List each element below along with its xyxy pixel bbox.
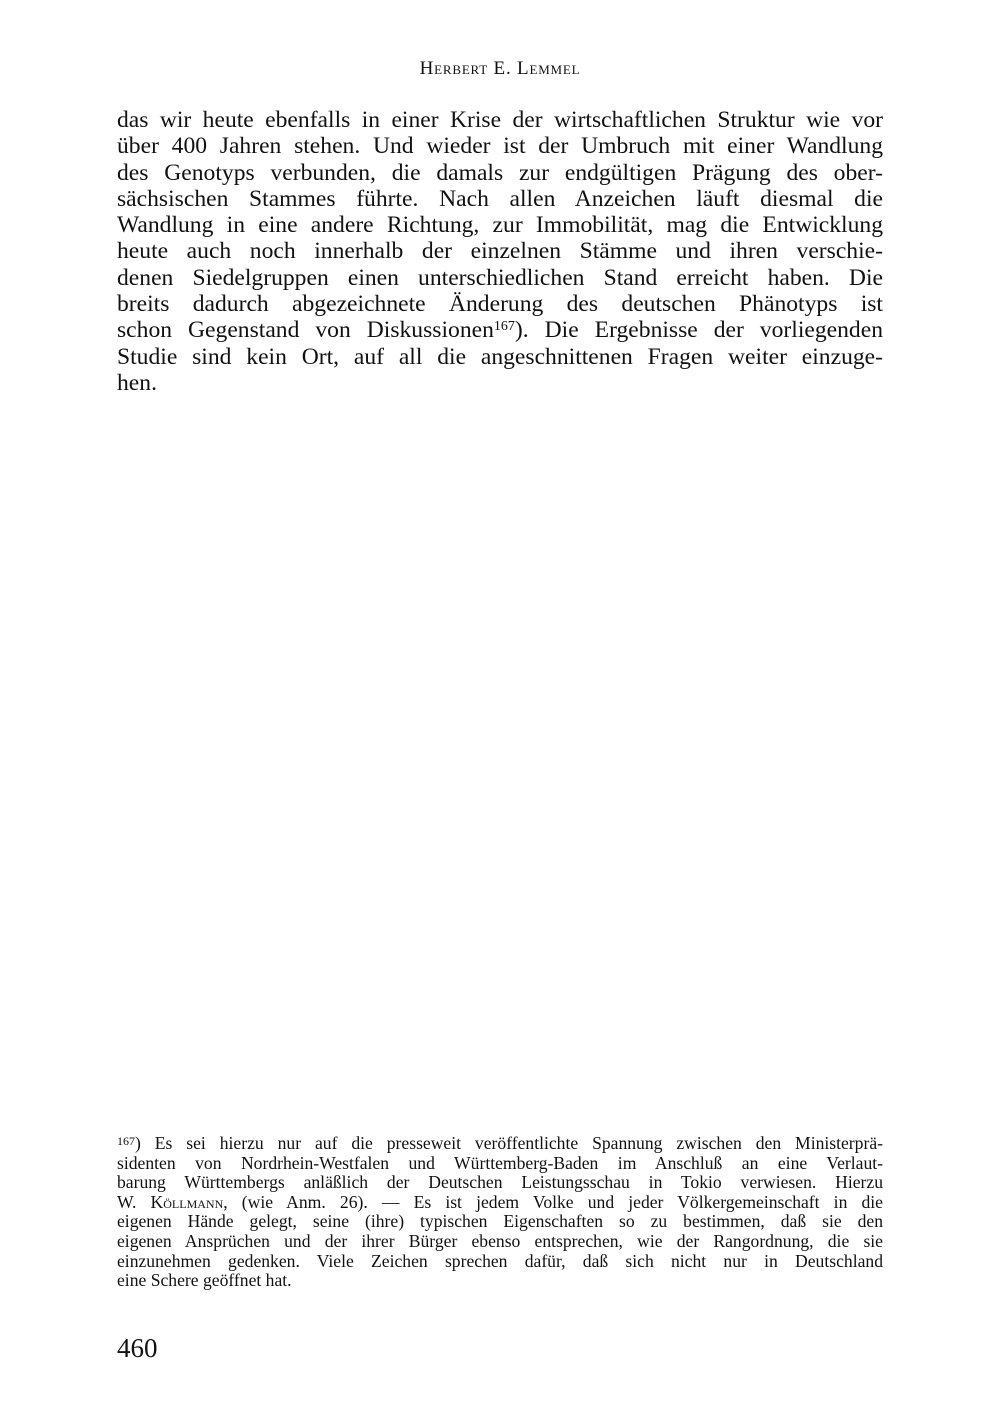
body-line: sächsischen Stammes führte. Nach allen Anzeichen läuft diesmal die [117,185,883,212]
cited-author-name: Köllmann [150,1191,224,1212]
footnote-line: einzunehmen gedenken. Viele Zeichen sprechen dafür, daß sich nicht nur in Deutschland [117,1250,883,1271]
body-line: des Genotyps verbunden, die damals zur endgültigen Prägung des ober- [117,159,883,186]
body-line: breits dadurch abgezeichnete Änderung des deutschen Phänotyps ist [117,291,883,318]
footnote-text-segment: , (wie Anm. 26). — Es ist jedem Volke und jeder Völkergemeinschaft in die [223,1191,883,1212]
body-line: hen. [117,369,157,396]
footnote-marker: 167 [117,1134,135,1148]
footnote-line: eigenen Ansprüchen und der ihrer Bürger ebenso entsprechen, wie der Rangordnung, die sie [117,1230,883,1251]
body-line: das wir heute ebenfalls in einer Krise der wirtschaftlichen Struktur wie vor [117,107,883,133]
footnote-reference: 167 [493,319,515,335]
body-text-segment: ). Die Ergebnisse der vorliegenden [514,317,883,344]
footnote-line: sidenten von Nordrhein-Westfalen und Württemberg-Baden im Anschluß an eine Verlaut- [117,1152,883,1173]
footnote-167 [117,1134,883,1291]
body-text-segment: schon Gegenstand von Diskussionen [117,317,494,344]
body-line: denen Siedelgruppen einen unterschiedlichen Stand erreicht haben. Die [117,264,883,291]
page-number: 460 [117,1333,158,1363]
body-text [117,107,883,396]
footnote-line: eine Schere geöffnet hat. [117,1270,292,1291]
footnote-line [117,1134,883,1154]
body-line: Studie sind kein Ort, auf all die angeschnittenen Fragen weiter einzuge- [117,343,883,370]
footnote-text-segment: W. [117,1191,151,1212]
body-line-with-footnote-ref [117,317,883,343]
body-line: Wandlung in eine andere Richtung, zur Immobilität, mag die Entwicklung [117,212,883,239]
running-head: Herbert E. Lemmel [419,58,581,79]
footnote-text-segment: ) Es sei hierzu nur auf die presseweit veröffentlichte Spannung zwischen den Ministerprä- [135,1133,883,1153]
footnote-line: barung Württembergs anläßlich der Deutschen Leistungsschau in Tokio verwiesen. Hierzu [117,1172,883,1193]
body-line: heute auch noch innerhalb der einzelnen Stämme und ihren verschie- [117,238,883,265]
body-line: über 400 Jahren stehen. Und wieder ist der Umbruch mit einer Wandlung [117,133,883,160]
footnote-line: eigenen Hände gelegt, seine (ihre) typischen Eigenschaften so zu bestimmen, daß sie den [117,1211,883,1232]
footnote-line [117,1193,883,1213]
